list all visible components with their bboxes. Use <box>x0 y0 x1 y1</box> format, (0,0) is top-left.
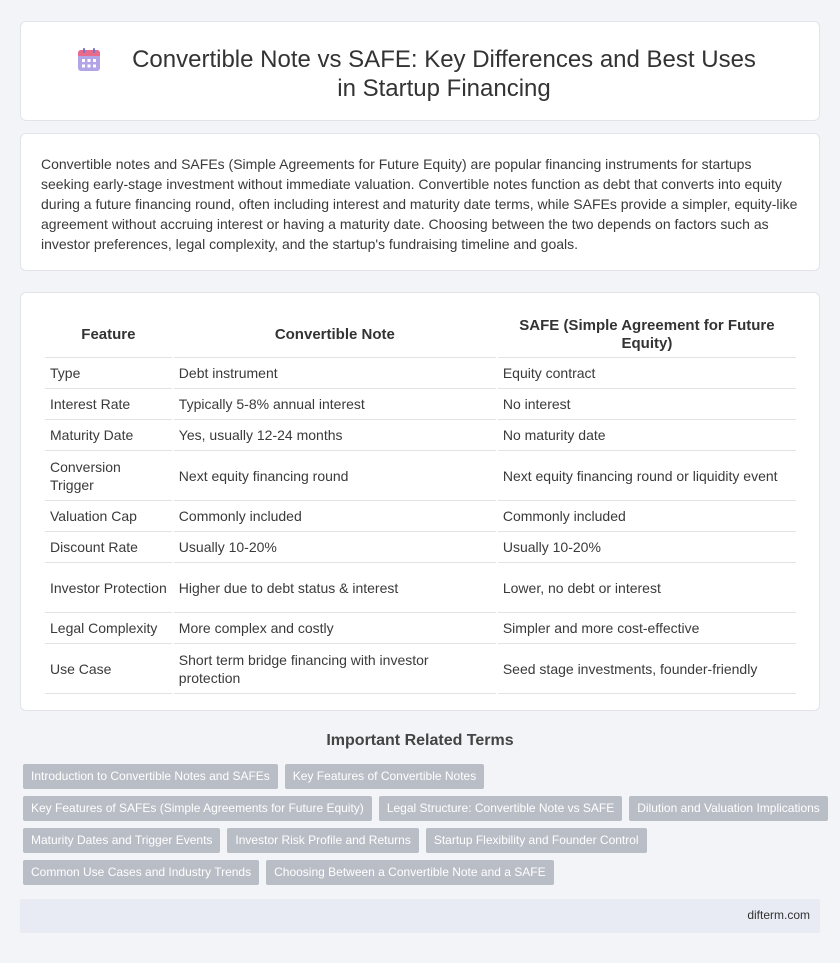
table-row <box>45 613 796 644</box>
feature-cell: Interest Rate <box>45 389 172 420</box>
related-term-tag[interactable]: Key Features of SAFEs (Simple Agreements for Future Equity) <box>23 796 372 821</box>
table-row <box>45 532 796 563</box>
feature-cell: Valuation Cap <box>45 501 172 532</box>
convertible-note-cell: Short term bridge financing with investor protection <box>174 644 496 694</box>
safe-cell: Seed stage investments, founder-friendly <box>498 644 796 694</box>
footer-site-link[interactable]: difterm.com <box>747 908 810 922</box>
feature-cell: Investor Protection <box>45 563 172 613</box>
safe-cell: Usually 10-20% <box>498 532 796 563</box>
safe-cell: Next equity financing round or liquidity event <box>498 451 796 501</box>
feature-cell: Legal Complexity <box>45 613 172 644</box>
header-card <box>20 21 820 121</box>
tag-row <box>23 860 823 885</box>
feature-cell: Discount Rate <box>45 532 172 563</box>
intro-card <box>20 133 820 271</box>
table-row <box>45 451 796 501</box>
comparison-table <box>43 313 798 694</box>
related-term-tag[interactable]: Investor Risk Profile and Returns <box>227 828 418 853</box>
convertible-note-cell: Commonly included <box>174 501 496 532</box>
tag-row <box>23 796 823 821</box>
related-terms-list <box>23 764 823 892</box>
table-row <box>45 501 796 532</box>
table-row <box>45 358 796 389</box>
table-row <box>45 644 796 694</box>
page-title: Convertible Note vs SAFE: Key Differences and Best Uses in Startup Financing <box>132 46 756 102</box>
calendar-icon <box>76 47 102 73</box>
tag-row <box>23 764 823 789</box>
convertible-note-cell: Usually 10-20% <box>174 532 496 563</box>
convertible-note-cell: More complex and costly <box>174 613 496 644</box>
intro-paragraph: Convertible notes and SAFEs (Simple Agreements for Future Equity) are popular financing instruments for startups seeking early-stage investment without immediate valuation. Convertible notes function as debt that converts into equity during a future financing round, often including interest and maturity date terms, while SAFEs provide a simpler, equity-like agreement without accruing interest or having a maturity date. Choosing between the two depends on factors such as investor preferences, legal complexity, and the startup's fundraising timeline and goals. <box>41 156 798 252</box>
related-term-tag[interactable]: Introduction to Convertible Notes and SAFEs <box>23 764 278 789</box>
related-term-tag[interactable]: Key Features of Convertible Notes <box>285 764 484 789</box>
tag-row <box>23 828 823 853</box>
feature-cell: Maturity Date <box>45 420 172 451</box>
feature-cell: Conversion Trigger <box>45 451 172 501</box>
comparison-table-card <box>20 292 820 711</box>
safe-cell: Equity contract <box>498 358 796 389</box>
header-convertible-note: Convertible Note <box>174 313 496 358</box>
convertible-note-cell: Higher due to debt status & interest <box>174 563 496 613</box>
safe-cell: No maturity date <box>498 420 796 451</box>
safe-cell: Simpler and more cost-effective <box>498 613 796 644</box>
feature-cell: Type <box>45 358 172 389</box>
footer <box>20 899 820 933</box>
feature-cell: Use Case <box>45 644 172 694</box>
table-row <box>45 389 796 420</box>
table-row <box>45 563 796 613</box>
related-term-tag[interactable]: Maturity Dates and Trigger Events <box>23 828 220 853</box>
convertible-note-cell: Next equity financing round <box>174 451 496 501</box>
related-term-tag[interactable]: Dilution and Valuation Implications <box>629 796 828 821</box>
related-term-tag[interactable]: Startup Flexibility and Founder Control <box>426 828 647 853</box>
header-feature: Feature <box>45 313 172 358</box>
header-safe: SAFE (Simple Agreement for Future Equity) <box>498 313 796 358</box>
convertible-note-cell: Typically 5-8% annual interest <box>174 389 496 420</box>
related-terms-title: Important Related Terms <box>326 732 514 749</box>
safe-cell: Lower, no debt or interest <box>498 563 796 613</box>
convertible-note-cell: Yes, usually 12-24 months <box>174 420 496 451</box>
related-term-tag[interactable]: Choosing Between a Convertible Note and a SAFE <box>266 860 554 885</box>
convertible-note-cell: Debt instrument <box>174 358 496 389</box>
safe-cell: Commonly included <box>498 501 796 532</box>
safe-cell: No interest <box>498 389 796 420</box>
related-term-tag[interactable]: Common Use Cases and Industry Trends <box>23 860 259 885</box>
table-header-row <box>45 313 796 358</box>
related-term-tag[interactable]: Legal Structure: Convertible Note vs SAFE <box>379 796 622 821</box>
table-row <box>45 420 796 451</box>
